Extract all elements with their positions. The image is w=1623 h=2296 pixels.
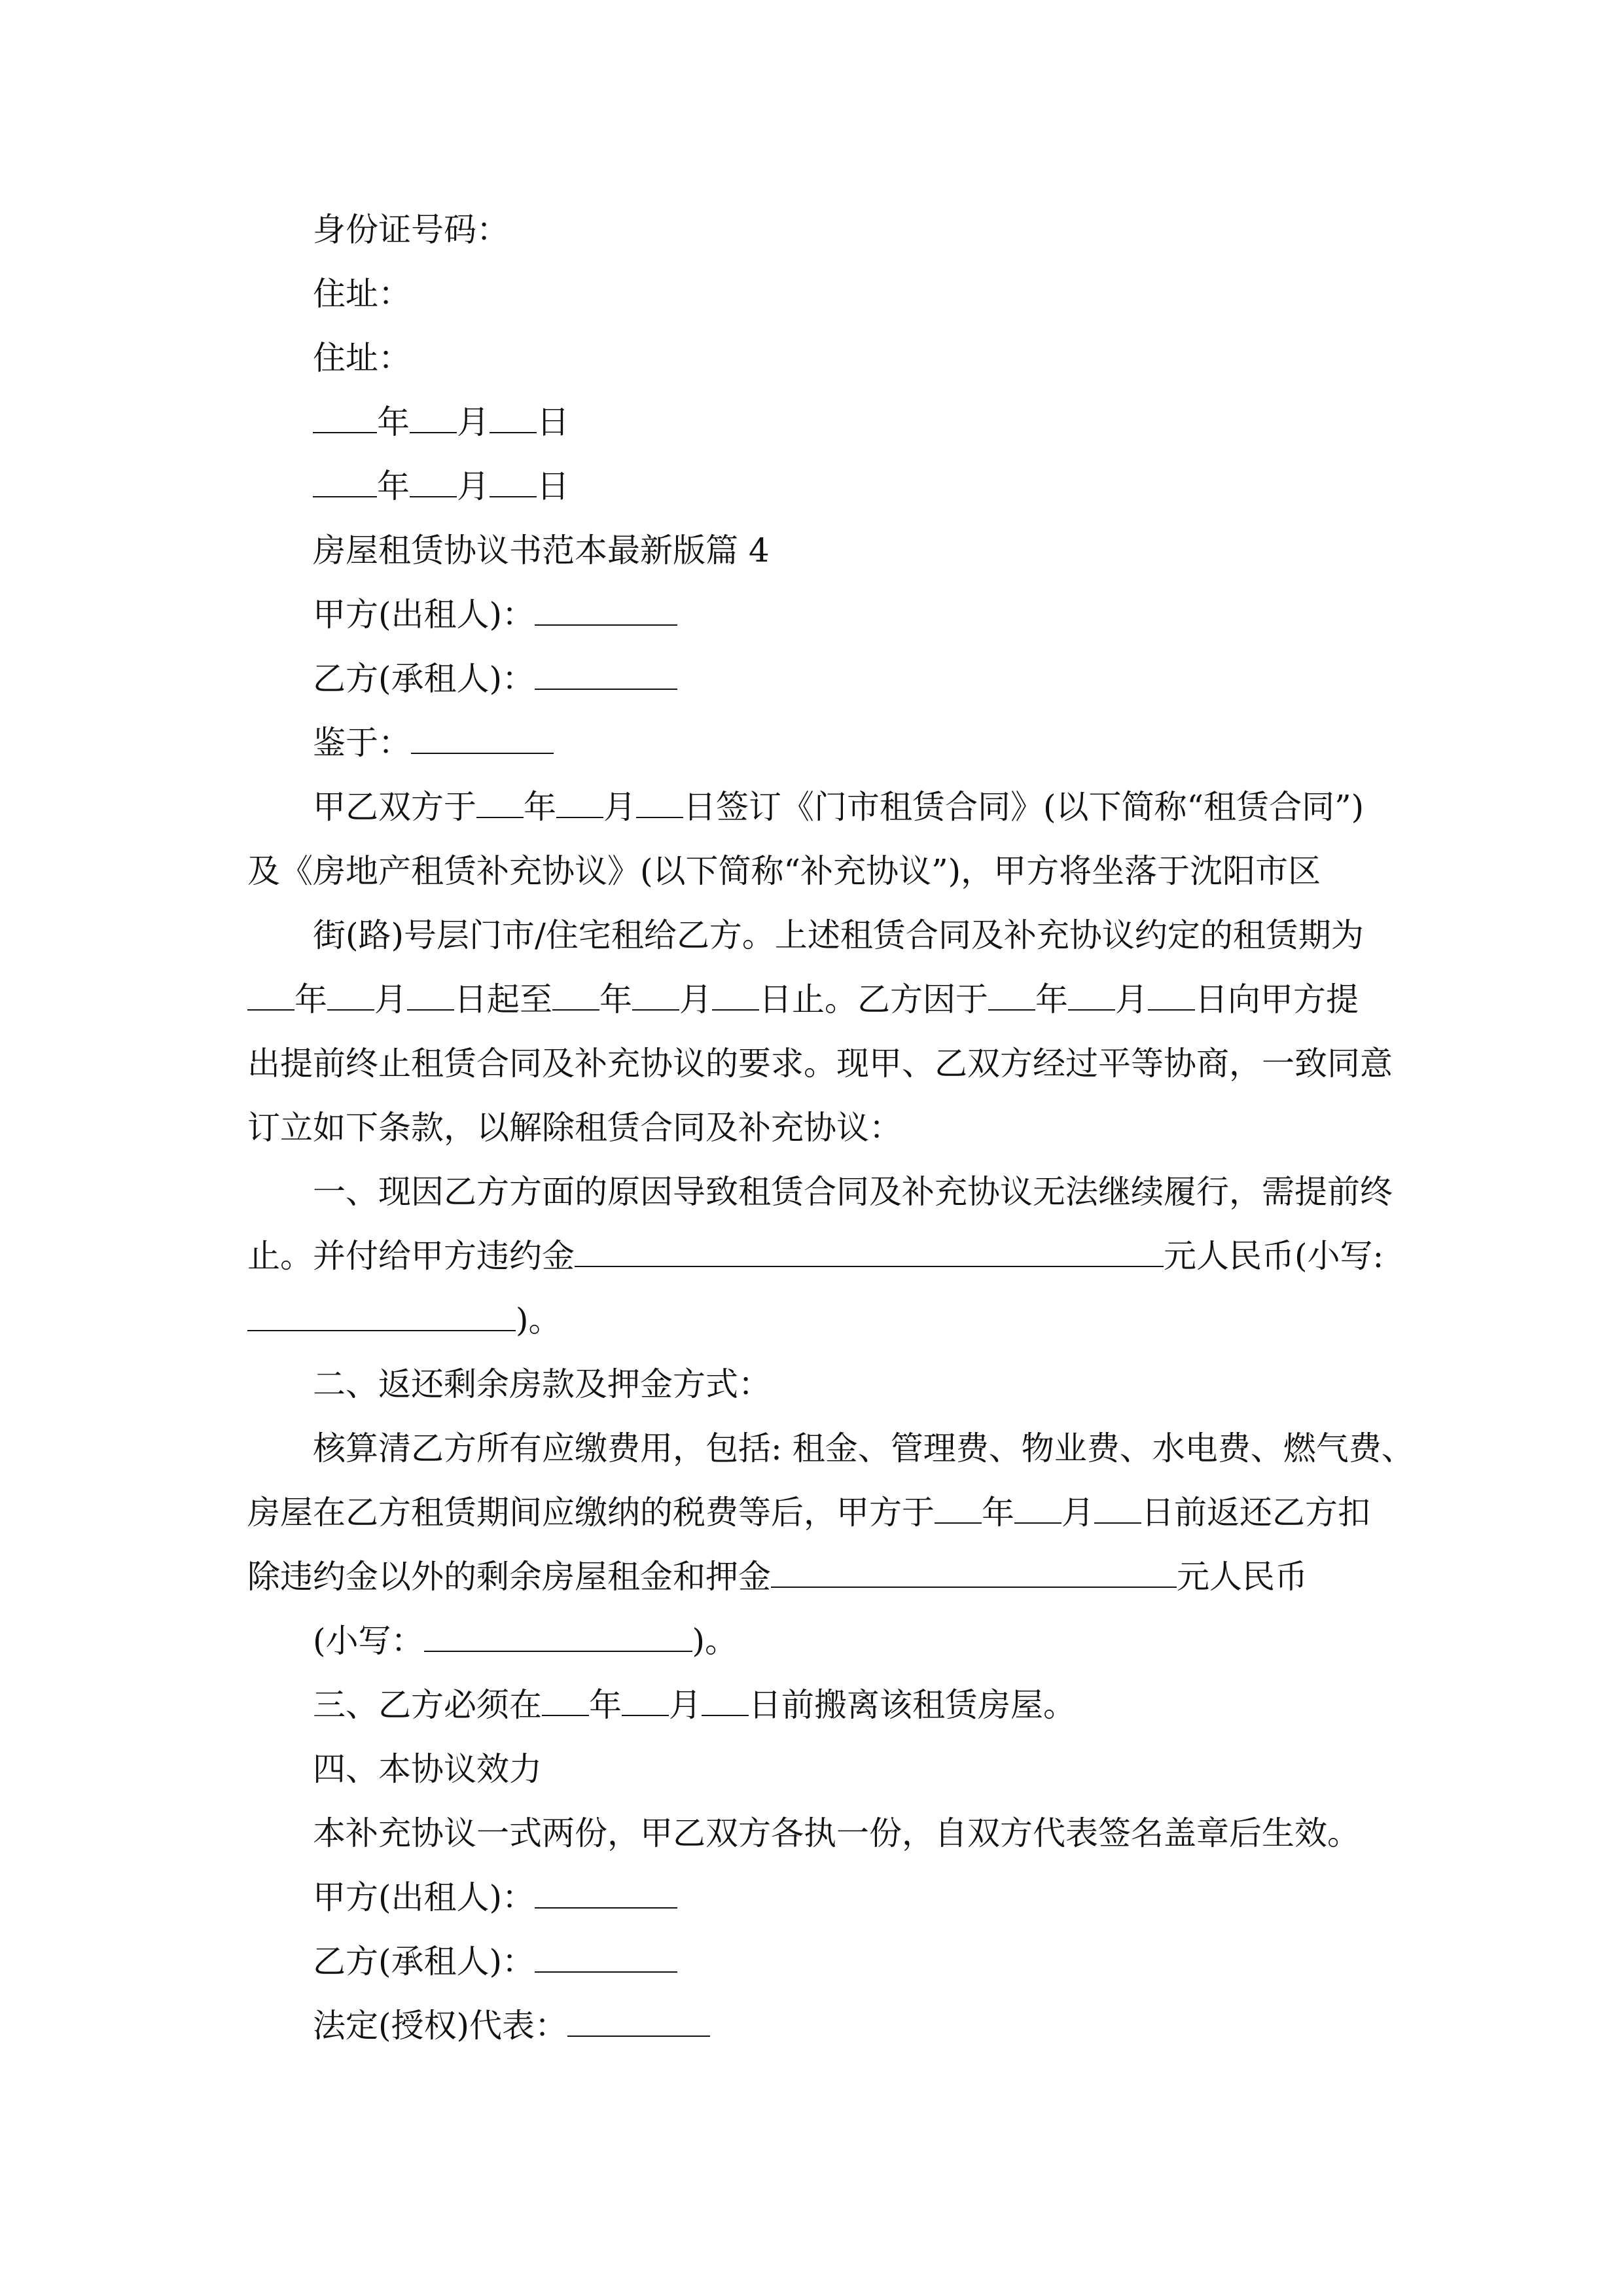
clause2-text: )。	[692, 1622, 738, 1660]
month-text: 月	[457, 403, 490, 441]
party-b-blank	[535, 660, 677, 690]
day-blank	[490, 467, 537, 497]
day-text: 日	[537, 403, 569, 441]
day-text: 日	[537, 467, 569, 505]
year-blank	[313, 403, 377, 433]
address-label-2: 住址：	[313, 339, 411, 377]
p1-line-3	[0, 916, 1623, 955]
party-a-blank	[535, 1878, 677, 1909]
legal-rep-label: 法定(授权)代表：	[313, 2007, 568, 2045]
party-b-blank	[535, 1943, 677, 1973]
year-text: 年	[524, 788, 556, 826]
p1-text: 日止。乙方因于	[759, 980, 988, 1018]
month-blank	[1068, 980, 1115, 1011]
party-a-blank	[535, 596, 677, 626]
id-number-label: 身份证号码：	[313, 211, 509, 249]
p1-line-6	[0, 1108, 1623, 1147]
year-text: 年	[599, 980, 632, 1018]
date-line-1	[0, 403, 1623, 442]
clause3-text: 三、乙方必须在	[313, 1686, 542, 1724]
clause2-text: 房屋在乙方租赁期间应缴纳的税费等后，甲方于	[247, 1494, 935, 1532]
address-line-2	[0, 338, 1623, 378]
year-text: 年	[377, 403, 410, 441]
p1-line-1	[0, 787, 1623, 827]
day-blank	[712, 980, 759, 1011]
p1-text: 出提前终止租赁合同及补充协议的要求。现甲、乙双方经过平等协商，一致同意	[247, 1045, 1393, 1083]
day-blank	[490, 403, 537, 433]
year-text: 年	[377, 467, 410, 505]
clause2-text: 日前返还乙方扣	[1141, 1494, 1370, 1532]
whereas-line	[0, 723, 1623, 762]
month-text: 月	[1061, 1494, 1094, 1532]
day-blank	[1148, 980, 1195, 1011]
year-text: 年	[589, 1686, 622, 1724]
p1-text: 甲乙双方于	[313, 788, 476, 826]
party-a-line-1	[0, 595, 1623, 634]
clause2-line-4	[0, 1621, 1623, 1660]
id-number-line	[0, 210, 1623, 249]
clause1-text: )。	[516, 1301, 562, 1339]
month-blank	[622, 1686, 669, 1716]
p1-text: 街(路)号层门市/住宅租给乙方。上述租赁合同及补充协议约定的租赁期为	[313, 916, 1364, 954]
clause2-title-text: 二、返还剩余房款及押金方式：	[313, 1365, 771, 1403]
refund-lowercase-blank	[424, 1622, 692, 1652]
p1-text: 日起至	[454, 980, 552, 1018]
month-text: 月	[1115, 980, 1148, 1018]
clause1-line-2	[0, 1236, 1623, 1276]
party-b-line-1	[0, 659, 1623, 698]
year-text: 年	[1035, 980, 1068, 1018]
address-line-1	[0, 274, 1623, 314]
month-blank	[556, 788, 603, 818]
month-text: 月	[669, 1686, 702, 1724]
party-a-line-2	[0, 1878, 1623, 1917]
year-blank	[988, 980, 1035, 1011]
whereas-blank	[411, 724, 554, 754]
month-blank	[410, 403, 457, 433]
clause1-line-3	[0, 1300, 1623, 1340]
clause2-title	[0, 1365, 1623, 1404]
p1-line-2	[0, 852, 1623, 891]
party-b-label: 乙方(承租人)：	[313, 1943, 535, 1981]
clause3-line	[0, 1685, 1623, 1725]
clause2-text: 除违约金以外的剩余房屋租金和押金	[247, 1558, 771, 1596]
month-blank	[1014, 1494, 1061, 1524]
p1-text: 及《房地产租赁补充协议》(以下简称“补充协议”)，甲方将坐落于沈阳市区	[247, 852, 1321, 890]
clause1-text: 一、现因乙方方面的原因导致租赁合同及补充协议无法继续履行，需提前终	[313, 1173, 1393, 1211]
year-blank	[542, 1686, 589, 1716]
clause2-line-1	[0, 1429, 1623, 1468]
address-label-1: 住址：	[313, 275, 411, 313]
p1-text: 订立如下条款，以解除租赁合同及补充协议：	[247, 1109, 902, 1147]
clause3-text: 日前搬离该租赁房屋。	[749, 1686, 1076, 1724]
clause2-line-2	[0, 1493, 1623, 1532]
year-blank	[935, 1494, 982, 1524]
party-b-line-2	[0, 1942, 1623, 1981]
clause2-text: 元人民币	[1177, 1558, 1308, 1596]
year-blank	[313, 467, 377, 497]
clause4-text: 本补充协议一式两份，甲乙双方各执一份，自双方代表签名盖章后生效。	[313, 1814, 1360, 1852]
month-blank	[632, 980, 679, 1011]
p1-text: 日向甲方提	[1195, 980, 1359, 1018]
month-text: 月	[374, 980, 407, 1018]
month-text: 月	[457, 467, 490, 505]
year-text: 年	[982, 1494, 1014, 1532]
clause4-title	[0, 1749, 1623, 1789]
p1-line-5	[0, 1044, 1623, 1083]
penalty-amount-blank	[575, 1237, 1164, 1267]
clause2-text: 核算清乙方所有应缴费用，包括: 租金、管理费、物业费、水电费、燃气费、	[313, 1429, 1414, 1467]
clause2-text: (小写：	[313, 1622, 424, 1660]
year-blank	[552, 980, 599, 1011]
clause1-line-1	[0, 1172, 1623, 1211]
clause1-text: 止。并付给甲方违约金	[247, 1237, 575, 1275]
party-b-label: 乙方(承租人)：	[313, 660, 535, 698]
month-blank	[410, 467, 457, 497]
section-title-text: 房屋租赁协议书范本最新版篇 4	[313, 531, 770, 569]
month-blank	[327, 980, 374, 1011]
day-blank	[702, 1686, 749, 1716]
section-title	[0, 531, 1623, 570]
clause4-line	[0, 1814, 1623, 1853]
clause1-text: 元人民币(小写:	[1164, 1237, 1384, 1275]
month-text: 月	[679, 980, 712, 1018]
p1-text: 日签订《门市租赁合同》(以下简称“租赁合同”)	[683, 788, 1364, 826]
month-text: 月	[603, 788, 636, 826]
penalty-lowercase-blank	[247, 1301, 516, 1331]
legal-rep-blank	[567, 2007, 710, 2037]
whereas-label: 鉴于：	[313, 724, 411, 762]
legal-rep-line	[0, 2006, 1623, 2045]
year-blank	[247, 980, 294, 1011]
refund-amount-blank	[771, 1558, 1177, 1588]
party-a-label: 甲方(出租人)：	[313, 596, 535, 634]
day-blank	[1094, 1494, 1141, 1524]
party-a-label: 甲方(出租人)：	[313, 1878, 535, 1916]
clause2-line-3	[0, 1557, 1623, 1596]
day-blank	[407, 980, 454, 1011]
p1-line-4	[0, 980, 1623, 1019]
year-blank	[476, 788, 524, 818]
clause4-title-text: 四、本协议效力	[313, 1750, 542, 1788]
date-line-2	[0, 467, 1623, 506]
year-text: 年	[294, 980, 327, 1018]
day-blank	[636, 788, 683, 818]
